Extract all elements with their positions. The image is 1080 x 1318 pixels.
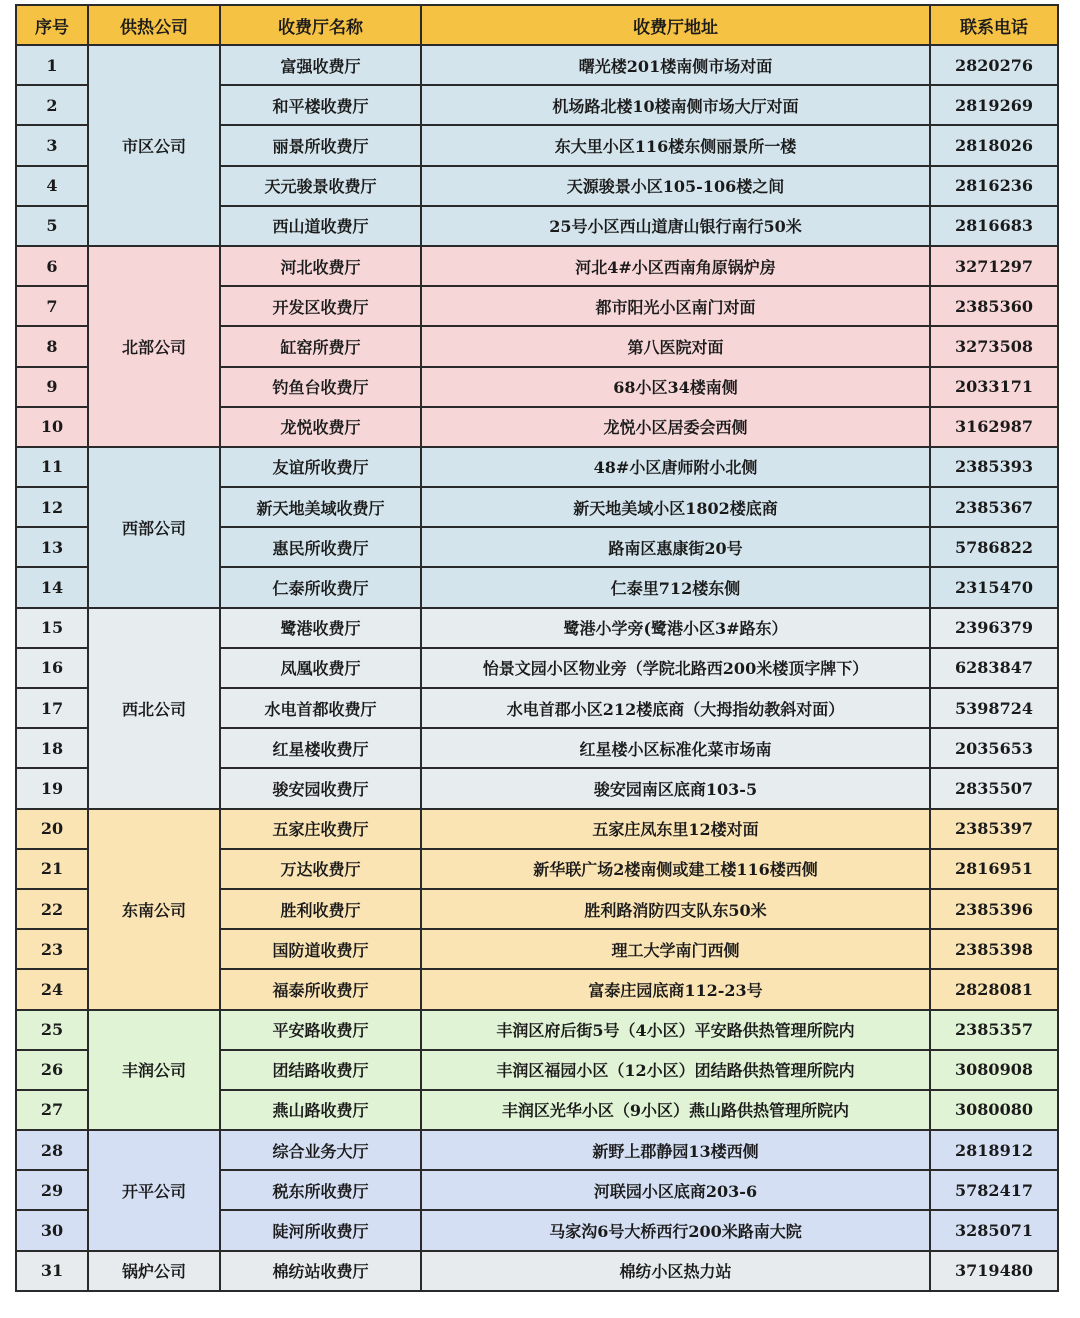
hall-phone: 5782417: [930, 1170, 1058, 1210]
hall-address: 胜利路消防四支队东50米: [421, 889, 930, 929]
hall-address: 河北4#小区西南角原锅炉房: [421, 246, 930, 286]
hall-name: 和平楼收费厅: [220, 85, 421, 125]
company-cell: 东南公司: [88, 809, 220, 1010]
hall-name: 新天地美域收费厅: [220, 487, 421, 527]
hall-address: 骏安园南区底商103-5: [421, 768, 930, 808]
table-container: [15, 4, 1057, 1292]
hall-name: 开发区收费厅: [220, 286, 421, 326]
hall-address: 水电首郡小区212楼底商（大拇指幼教斜对面）: [421, 688, 930, 728]
hall-name: 鹭港收费厅: [220, 608, 421, 648]
hall-name: 西山道收费厅: [220, 206, 421, 246]
hall-phone: 2819269: [930, 85, 1058, 125]
hall-address: 25号小区西山道唐山银行南行50米: [421, 206, 930, 246]
row-seq: 28: [16, 1130, 88, 1170]
table-row: [16, 608, 1058, 648]
table-row: [16, 1010, 1058, 1050]
hall-address: 丰润区光华小区（9小区）燕山路供热管理所院内: [421, 1090, 930, 1130]
hall-phone: 2035653: [930, 728, 1058, 768]
table-row: [16, 809, 1058, 849]
company-cell: 开平公司: [88, 1130, 220, 1251]
hall-phone: 2820276: [930, 45, 1058, 85]
hall-name: 福泰所收费厅: [220, 969, 421, 1009]
hall-address: 龙悦小区居委会西侧: [421, 407, 930, 447]
hall-phone: 2033171: [930, 367, 1058, 407]
row-seq: 18: [16, 728, 88, 768]
hall-phone: 2818026: [930, 125, 1058, 165]
header-seq: 序号: [16, 5, 88, 45]
hall-phone: 6283847: [930, 648, 1058, 688]
hall-name: 天元骏景收费厅: [220, 166, 421, 206]
hall-phone: 2816951: [930, 849, 1058, 889]
hall-phone: 2816236: [930, 166, 1058, 206]
row-seq: 13: [16, 527, 88, 567]
header-address: 收费厅地址: [421, 5, 930, 45]
hall-name: 平安路收费厅: [220, 1010, 421, 1050]
hall-phone: 5398724: [930, 688, 1058, 728]
hall-name: 河北收费厅: [220, 246, 421, 286]
hall-phone: 2385393: [930, 447, 1058, 487]
hall-name: 万达收费厅: [220, 849, 421, 889]
hall-name: 水电首都收费厅: [220, 688, 421, 728]
hall-address: 曙光楼201楼南侧市场对面: [421, 45, 930, 85]
hall-address: 东大里小区116楼东侧丽景所一楼: [421, 125, 930, 165]
row-seq: 20: [16, 809, 88, 849]
header-row: [16, 5, 1058, 45]
hall-name: 丽景所收费厅: [220, 125, 421, 165]
table-row: [16, 45, 1058, 85]
hall-name: 凤凰收费厅: [220, 648, 421, 688]
row-seq: 1: [16, 45, 88, 85]
hall-name: 惠民所收费厅: [220, 527, 421, 567]
hall-address: 新天地美域小区1802楼底商: [421, 487, 930, 527]
row-seq: 26: [16, 1050, 88, 1090]
hall-address: 丰润区福园小区（12小区）团结路供热管理所院内: [421, 1050, 930, 1090]
hall-name: 龙悦收费厅: [220, 407, 421, 447]
hall-phone: 2385396: [930, 889, 1058, 929]
hall-address: 48#小区唐师附小北侧: [421, 447, 930, 487]
hall-address: 天源骏景小区105-106楼之间: [421, 166, 930, 206]
company-cell: 西北公司: [88, 608, 220, 809]
hall-address: 新野上郡静园13楼西侧: [421, 1130, 930, 1170]
hall-phone: 2835507: [930, 768, 1058, 808]
row-seq: 27: [16, 1090, 88, 1130]
row-seq: 8: [16, 326, 88, 366]
hall-address: 68小区34楼南侧: [421, 367, 930, 407]
row-seq: 23: [16, 929, 88, 969]
row-seq: 11: [16, 447, 88, 487]
hall-phone: 5786822: [930, 527, 1058, 567]
hall-phone: 2385357: [930, 1010, 1058, 1050]
row-seq: 10: [16, 407, 88, 447]
hall-name: 富强收费厅: [220, 45, 421, 85]
hall-name: 红星楼收费厅: [220, 728, 421, 768]
hall-phone: 3162987: [930, 407, 1058, 447]
row-seq: 31: [16, 1251, 88, 1291]
hall-name: 燕山路收费厅: [220, 1090, 421, 1130]
hall-address: 五家庄凤东里12楼对面: [421, 809, 930, 849]
company-cell: 锅炉公司: [88, 1251, 220, 1291]
hall-phone: 2828081: [930, 969, 1058, 1009]
hall-address: 都市阳光小区南门对面: [421, 286, 930, 326]
hall-address: 棉纺小区热力站: [421, 1251, 930, 1291]
hall-address: 河联园小区底商203-6: [421, 1170, 930, 1210]
hall-phone: 2385367: [930, 487, 1058, 527]
row-seq: 9: [16, 367, 88, 407]
hall-address: 路南区惠康街20号: [421, 527, 930, 567]
table-row: [16, 246, 1058, 286]
hall-address: 新华联广场2楼南侧或建工楼116楼西侧: [421, 849, 930, 889]
hall-phone: 3719480: [930, 1251, 1058, 1291]
table-row: [16, 447, 1058, 487]
company-cell: 西部公司: [88, 447, 220, 608]
hall-phone: 2816683: [930, 206, 1058, 246]
row-seq: 16: [16, 648, 88, 688]
hall-phone: 2385360: [930, 286, 1058, 326]
header-company: 供热公司: [88, 5, 220, 45]
hall-name: 钓鱼台收费厅: [220, 367, 421, 407]
hall-name: 综合业务大厅: [220, 1130, 421, 1170]
hall-phone: 2385398: [930, 929, 1058, 969]
hall-phone: 3080908: [930, 1050, 1058, 1090]
header-phone: 联系电话: [930, 5, 1058, 45]
row-seq: 4: [16, 166, 88, 206]
hall-phone: 2315470: [930, 567, 1058, 607]
header-hall: 收费厅名称: [220, 5, 421, 45]
row-seq: 5: [16, 206, 88, 246]
hall-name: 胜利收费厅: [220, 889, 421, 929]
row-seq: 22: [16, 889, 88, 929]
company-cell: 市区公司: [88, 45, 220, 246]
hall-phone: 2385397: [930, 809, 1058, 849]
hall-name: 五家庄收费厅: [220, 809, 421, 849]
hall-name: 仁泰所收费厅: [220, 567, 421, 607]
row-seq: 17: [16, 688, 88, 728]
hall-phone: 2396379: [930, 608, 1058, 648]
row-seq: 2: [16, 85, 88, 125]
table-body: [16, 45, 1058, 1291]
table-row: [16, 1130, 1058, 1170]
hall-name: 友谊所收费厅: [220, 447, 421, 487]
row-seq: 15: [16, 608, 88, 648]
row-seq: 14: [16, 567, 88, 607]
row-seq: 6: [16, 246, 88, 286]
hall-phone: 2818912: [930, 1130, 1058, 1170]
row-seq: 19: [16, 768, 88, 808]
table-row: [16, 1251, 1058, 1291]
company-cell: 丰润公司: [88, 1010, 220, 1131]
charging-hall-table: [15, 4, 1059, 1292]
hall-name: 税东所收费厅: [220, 1170, 421, 1210]
hall-phone: 3273508: [930, 326, 1058, 366]
row-seq: 30: [16, 1210, 88, 1250]
hall-name: 棉纺站收费厅: [220, 1251, 421, 1291]
hall-address: 机场路北楼10楼南侧市场大厅对面: [421, 85, 930, 125]
hall-name: 缸窑所费厅: [220, 326, 421, 366]
hall-address: 红星楼小区标准化菜市场南: [421, 728, 930, 768]
hall-address: 第八医院对面: [421, 326, 930, 366]
hall-address: 马家沟6号大桥西行200米路南大院: [421, 1210, 930, 1250]
hall-phone: 3271297: [930, 246, 1058, 286]
hall-address: 仁泰里712楼东侧: [421, 567, 930, 607]
hall-address: 丰润区府后街5号（4小区）平安路供热管理所院内: [421, 1010, 930, 1050]
hall-name: 国防道收费厅: [220, 929, 421, 969]
hall-phone: 3285071: [930, 1210, 1058, 1250]
hall-name: 骏安园收费厅: [220, 768, 421, 808]
row-seq: 29: [16, 1170, 88, 1210]
row-seq: 21: [16, 849, 88, 889]
row-seq: 3: [16, 125, 88, 165]
hall-address: 富泰庄园底商112-23号: [421, 969, 930, 1009]
hall-phone: 3080080: [930, 1090, 1058, 1130]
company-cell: 北部公司: [88, 246, 220, 447]
hall-address: 怡景文园小区物业旁（学院北路西200米楼顶字牌下）: [421, 648, 930, 688]
hall-address: 鹭港小学旁(鹭港小区3#路东）: [421, 608, 930, 648]
row-seq: 12: [16, 487, 88, 527]
row-seq: 25: [16, 1010, 88, 1050]
hall-name: 团结路收费厅: [220, 1050, 421, 1090]
hall-name: 陡河所收费厅: [220, 1210, 421, 1250]
row-seq: 7: [16, 286, 88, 326]
hall-address: 理工大学南门西侧: [421, 929, 930, 969]
row-seq: 24: [16, 969, 88, 1009]
